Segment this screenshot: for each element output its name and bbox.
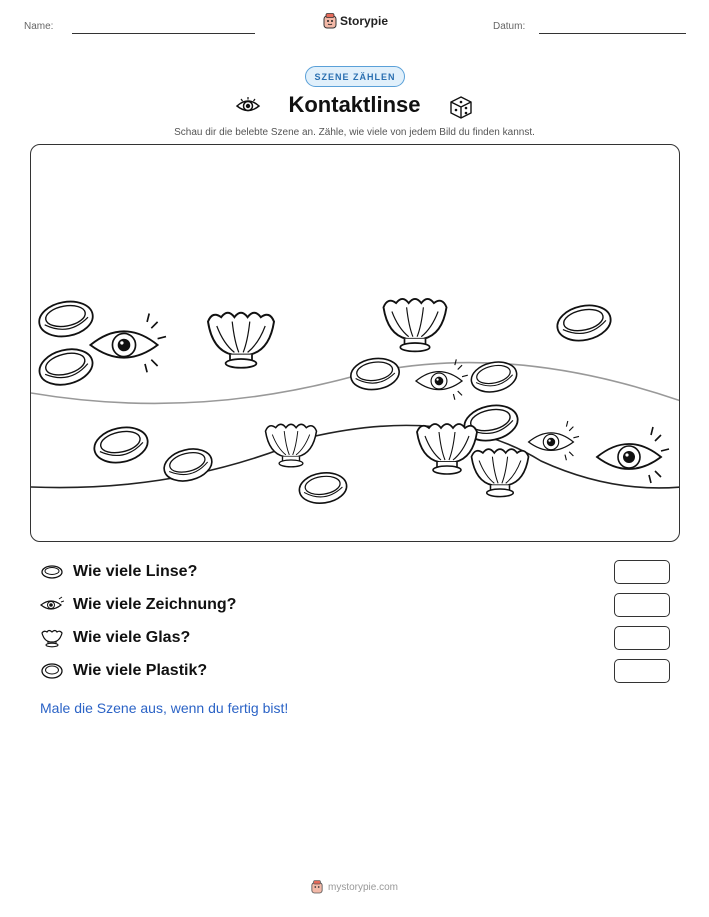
question-row: [40, 626, 670, 650]
question-text: Wie viele Linse?: [73, 563, 198, 580]
category-badge: SZENE ZÄHLEN: [305, 66, 405, 87]
instructions: Schau dir die belebte Szene an. Zähle, wie viele von jedem Bild du finden kannst.: [174, 127, 535, 138]
eye-drawing-icon: [40, 595, 64, 615]
answer-box[interactable]: [614, 593, 670, 617]
question-row: [40, 659, 670, 683]
glass-bowl-icon: [40, 628, 64, 648]
name-label: Name:: [24, 21, 54, 32]
answer-box[interactable]: [614, 626, 670, 650]
question-row: [40, 560, 670, 584]
question-row: [40, 593, 670, 617]
date-field[interactable]: [539, 33, 686, 34]
answer-box[interactable]: [614, 560, 670, 584]
footer-url[interactable]: mystorypie.com: [327, 881, 398, 893]
footer: [0, 880, 709, 894]
question-text: Wie viele Plastik?: [73, 662, 208, 679]
brand-name: Storypie: [340, 14, 389, 28]
dice-icon: [448, 95, 474, 119]
scene-drawing: [31, 145, 680, 542]
question-text: Wie viele Zeichnung?: [73, 596, 237, 613]
question-text: Wie viele Glas?: [73, 629, 191, 646]
brand-logo: [323, 13, 388, 29]
answer-box[interactable]: [614, 659, 670, 683]
counting-scene: [30, 144, 680, 542]
coloring-note: Male die Szene aus, wenn du fertig bist!: [40, 700, 289, 716]
name-field[interactable]: [72, 33, 255, 34]
storypie-mascot-icon: [311, 880, 323, 894]
date-label: Datum:: [493, 21, 526, 32]
lens-icon: [40, 562, 64, 582]
storypie-mascot-icon: [323, 13, 337, 29]
plastic-lens-icon: [40, 661, 64, 681]
page-title: Kontaktlinse: [288, 92, 421, 117]
